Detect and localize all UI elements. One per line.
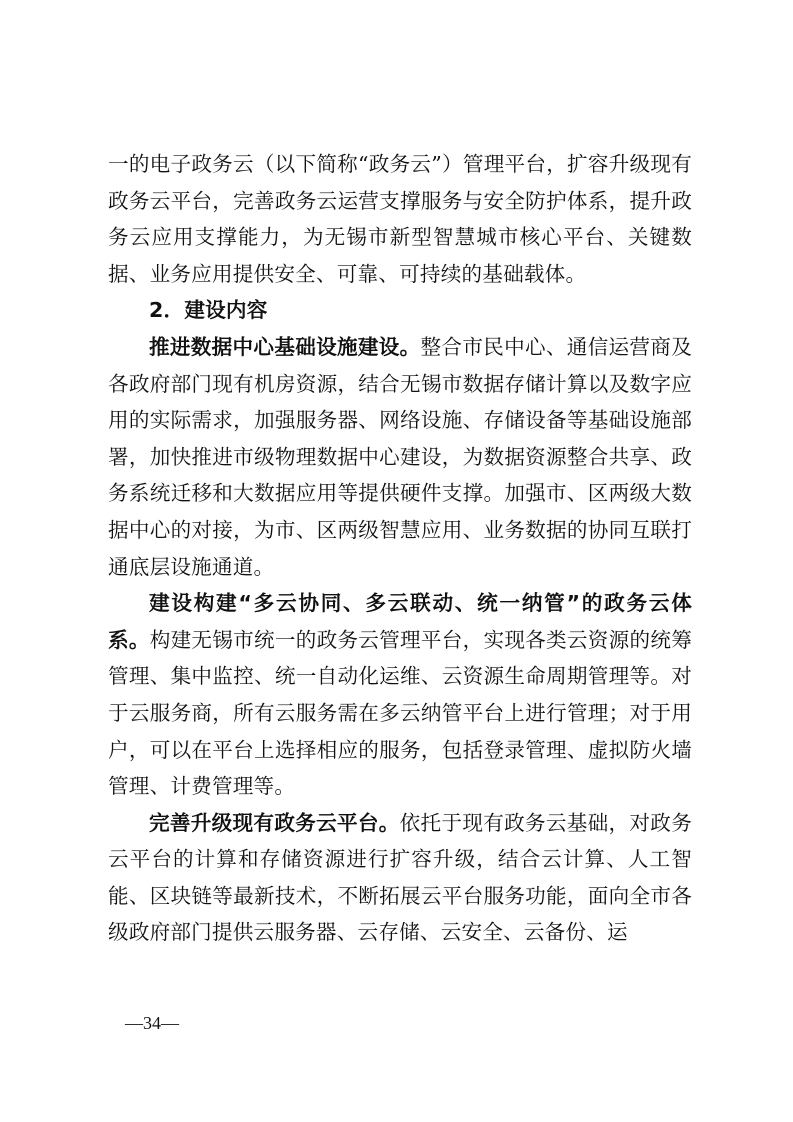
intro-paragraph: 一的电子政务云（以下简称“政务云”）管理平台，扩容升级现有政务云平台，完善政务云运营支撑服务与安全防护体系，提升政务云应用支撑能力，为无锡市新型智慧城市核心平台、关键数据、业务应用提供安全、可靠、可持续的基础载体。: [108, 152, 692, 286]
section-heading: 2．建设内容: [149, 298, 268, 323]
paragraph-lead: 建设构建“多云协同、多云联动、统一纳管”的政务云体系。: [108, 591, 692, 652]
paragraph-text: 依托于现有政务云基础，对政务云平台的计算和存储资源进行扩容升级，结合云计算、人工智能、区块链等最新技术，不断拓展云平台服务功能，面向全市各级政府部门提供云服务器、云存储、云安全、云备份、运: [108, 810, 692, 945]
paragraph-data-center: [108, 329, 692, 585]
page-number: —34—: [125, 1013, 179, 1033]
paragraph-lead: 完善升级现有政务云平台。: [149, 810, 400, 835]
document-body: [108, 146, 692, 951]
paragraph-lead: 推进数据中心基础设施建设。: [149, 334, 421, 359]
paragraph-multi-cloud: [108, 585, 692, 805]
paragraph-text: 构建无锡市统一的政务云管理平台，实现各类云资源的统筹管理、集中监控、统一自动化运维、云资源生命周期管理等。对于云服务商，所有云服务需在多云纳管平台上进行管理；对于用户，可以在平台上选择相应的服务，包括登录管理、虚拟防火墙管理、计费管理等。: [108, 627, 692, 799]
paragraph-upgrade-cloud: [108, 805, 692, 951]
paragraph-text: 整合市民中心、通信运营商及各政府部门现有机房资源，结合无锡市数据存储计算以及数字应用的实际需求，加强服务器、网络设施、存储设备等基础设施部署，加快推进市级物理数据中心建设，为数据资源整合共享、政务系统迁移和大数据应用等提供硬件支撑。加强市、区两级大数据中心的对接，为市、区两级智慧应用、业务数据的协同互联打通底层设施通道。: [108, 334, 692, 579]
